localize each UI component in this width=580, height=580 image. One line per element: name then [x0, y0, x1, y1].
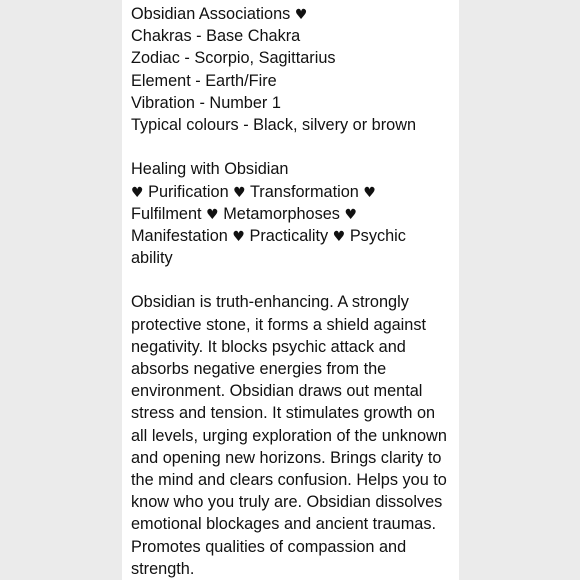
healing-quality: Practicality [249, 226, 329, 245]
description-line: stress and tension. It stimulates growth on [131, 404, 436, 423]
black-heart-icon: ♥ [363, 184, 376, 201]
note-panel [122, 0, 459, 580]
description-line: strength. [131, 559, 195, 578]
association-line-chakras: Chakras - Base Chakra [131, 27, 301, 46]
description-line: absorbs negative energies from the [131, 360, 387, 378]
description-line: know who you truly are. Obsidian dissolves [131, 493, 443, 512]
healing-quality: Manifestation [131, 226, 228, 245]
description-line: Promotes qualities of compassion and [131, 537, 407, 556]
association-line-element: Element - Earth/Fire [131, 71, 277, 90]
description-line: and opening new horizons. Brings clarity to [131, 448, 442, 467]
black-heart-icon: ♥ [294, 7, 308, 23]
black-heart-icon: ♥ [233, 184, 246, 201]
description-line: protective stone, it forms a shield against [131, 315, 427, 334]
black-heart-icon: ♥ [344, 206, 358, 223]
healing-quality: Purification [148, 182, 229, 201]
association-line-zodiac: Zodiac - Scorpio, Sagittarius [131, 49, 336, 68]
healing-quality-psychic-cont: ability [131, 249, 173, 268]
description-line: negativity. It blocks psychic attack and [131, 337, 406, 356]
healing-quality: Transformation [249, 182, 359, 201]
description-line: all levels, urging exploration of the unknown [131, 426, 447, 445]
healing-quality-psychic: Psychic [349, 226, 406, 245]
associations-heading: Obsidian Associations [131, 5, 291, 23]
association-line-colours: Typical colours - Black, silvery or brown [131, 115, 417, 134]
healing-line-3 [131, 225, 455, 247]
associations-heading-line [131, 3, 455, 25]
black-heart-icon: ♥ [206, 206, 219, 223]
description-line: Obsidian is truth-enhancing. A strongly [131, 293, 409, 312]
association-line-vibration: Vibration - Number 1 [131, 93, 281, 112]
healing-line-1 [131, 181, 455, 203]
black-heart-icon: ♥ [332, 228, 346, 245]
description-line: the mind and clears confusion. Helps you to [131, 470, 447, 489]
description-line: environment. Obsidian draws out mental [131, 382, 423, 401]
healing-line-2 [131, 203, 455, 225]
note-text[interactable] [131, 3, 455, 580]
healing-quality: Metamorphoses [223, 204, 340, 223]
blank-line [131, 136, 455, 158]
blank-line [131, 269, 455, 291]
healing-heading: Healing with Obsidian [131, 160, 289, 179]
black-heart-icon: ♥ [131, 184, 144, 201]
description-line: emotional blockages and ancient traumas. [131, 515, 437, 534]
black-heart-icon: ♥ [232, 228, 245, 245]
healing-line-4 [131, 247, 455, 269]
healing-quality: Fulfilment [131, 204, 202, 223]
